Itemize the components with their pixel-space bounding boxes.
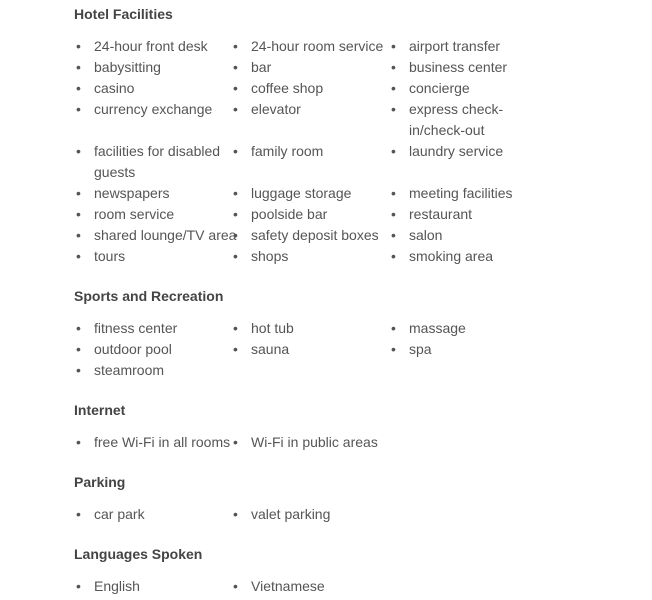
item-label: • family room (251, 143, 324, 159)
section-title: Hotel Facilities (74, 6, 173, 22)
section-internet (74, 401, 634, 453)
list-item (74, 36, 231, 57)
list-item (231, 141, 389, 183)
list-item (231, 36, 389, 57)
list-item (74, 225, 237, 246)
list-item (231, 318, 389, 339)
item-label: • steamroom (94, 362, 165, 378)
list-item (389, 225, 549, 246)
facility-list (74, 576, 634, 597)
item-label: • casino (94, 80, 135, 96)
section-sports-recreation (74, 287, 634, 381)
item-label: • room service (94, 206, 175, 222)
item-label: • newspapers (94, 185, 170, 201)
facility-list (74, 36, 634, 267)
list-item (231, 57, 389, 78)
list-item (389, 57, 549, 78)
facility-list (74, 504, 634, 525)
list-item (74, 360, 231, 381)
item-label: • hot tub (251, 320, 294, 336)
section-title: Languages Spoken (74, 546, 203, 562)
list-item (389, 183, 549, 204)
item-label: • airport transfer (409, 38, 501, 54)
list-item (389, 204, 549, 225)
item-label: • facilities for disabled guests (94, 143, 221, 180)
list-item (74, 183, 231, 204)
item-label: • shops (251, 248, 289, 264)
item-label: • massage (409, 320, 466, 336)
list-item (231, 99, 389, 141)
item-label: • free Wi-Fi in all rooms (94, 434, 231, 450)
list-item (231, 504, 389, 525)
list-item (231, 576, 389, 597)
list-item (231, 225, 389, 246)
facility-list (74, 432, 634, 453)
section-title: Sports and Recreation (74, 288, 224, 304)
list-item (74, 576, 231, 597)
list-item (231, 246, 389, 267)
list-item (74, 57, 231, 78)
item-label: • shared lounge/TV area (94, 227, 237, 243)
list-item (231, 204, 389, 225)
item-label: • meeting facilities (409, 185, 513, 201)
item-label: • elevator (251, 101, 301, 117)
item-label: • English (94, 578, 140, 594)
list-item (389, 339, 549, 360)
list-item (74, 318, 231, 339)
list-item (389, 318, 549, 339)
list-item (74, 339, 231, 360)
list-item (74, 246, 231, 267)
item-label: • car park (94, 506, 145, 522)
item-label: • restaurant (409, 206, 473, 222)
facility-list (74, 318, 634, 381)
item-label: • babysitting (94, 59, 161, 75)
item-label: • luggage storage (251, 185, 352, 201)
item-label: • safety deposit boxes (251, 227, 379, 243)
section-title: Internet (74, 402, 126, 418)
item-label: • salon (409, 227, 443, 243)
list-item (74, 78, 231, 99)
item-label: • smoking area (409, 248, 494, 264)
section-languages (74, 545, 634, 597)
item-label: • business center (409, 59, 508, 75)
item-label: • valet parking (251, 506, 331, 522)
item-label: • sauna (251, 341, 290, 357)
item-label: • laundry service (409, 143, 504, 159)
item-label: • concierge (409, 80, 470, 96)
list-item (389, 78, 549, 99)
item-label: • express check-in/check-out (409, 101, 504, 138)
item-label: • coffee shop (251, 80, 324, 96)
list-item (74, 204, 231, 225)
section-hotel-facilities (74, 5, 634, 267)
list-item (231, 183, 389, 204)
list-item (389, 99, 549, 141)
list-item (389, 36, 549, 57)
item-label: • spa (409, 341, 432, 357)
item-label: • 24-hour front desk (94, 38, 208, 54)
item-label: • 24-hour room service (251, 38, 384, 54)
list-item (389, 246, 549, 267)
item-label: • poolside bar (251, 206, 328, 222)
item-label: • fitness center (94, 320, 178, 336)
item-label: • Wi-Fi in public areas (251, 434, 378, 450)
list-item (74, 504, 231, 525)
section-title: Parking (74, 474, 126, 490)
item-label: • tours (94, 248, 126, 264)
list-item (231, 78, 389, 99)
item-label: • Vietnamese (251, 578, 325, 594)
list-item (74, 141, 231, 183)
list-item (74, 99, 231, 141)
list-item (231, 339, 389, 360)
item-label: • bar (251, 59, 272, 75)
list-item (74, 432, 231, 453)
item-label: • outdoor pool (94, 341, 172, 357)
list-item (231, 432, 389, 453)
list-item (389, 141, 549, 183)
item-label: • currency exchange (94, 101, 213, 117)
section-parking (74, 473, 634, 525)
